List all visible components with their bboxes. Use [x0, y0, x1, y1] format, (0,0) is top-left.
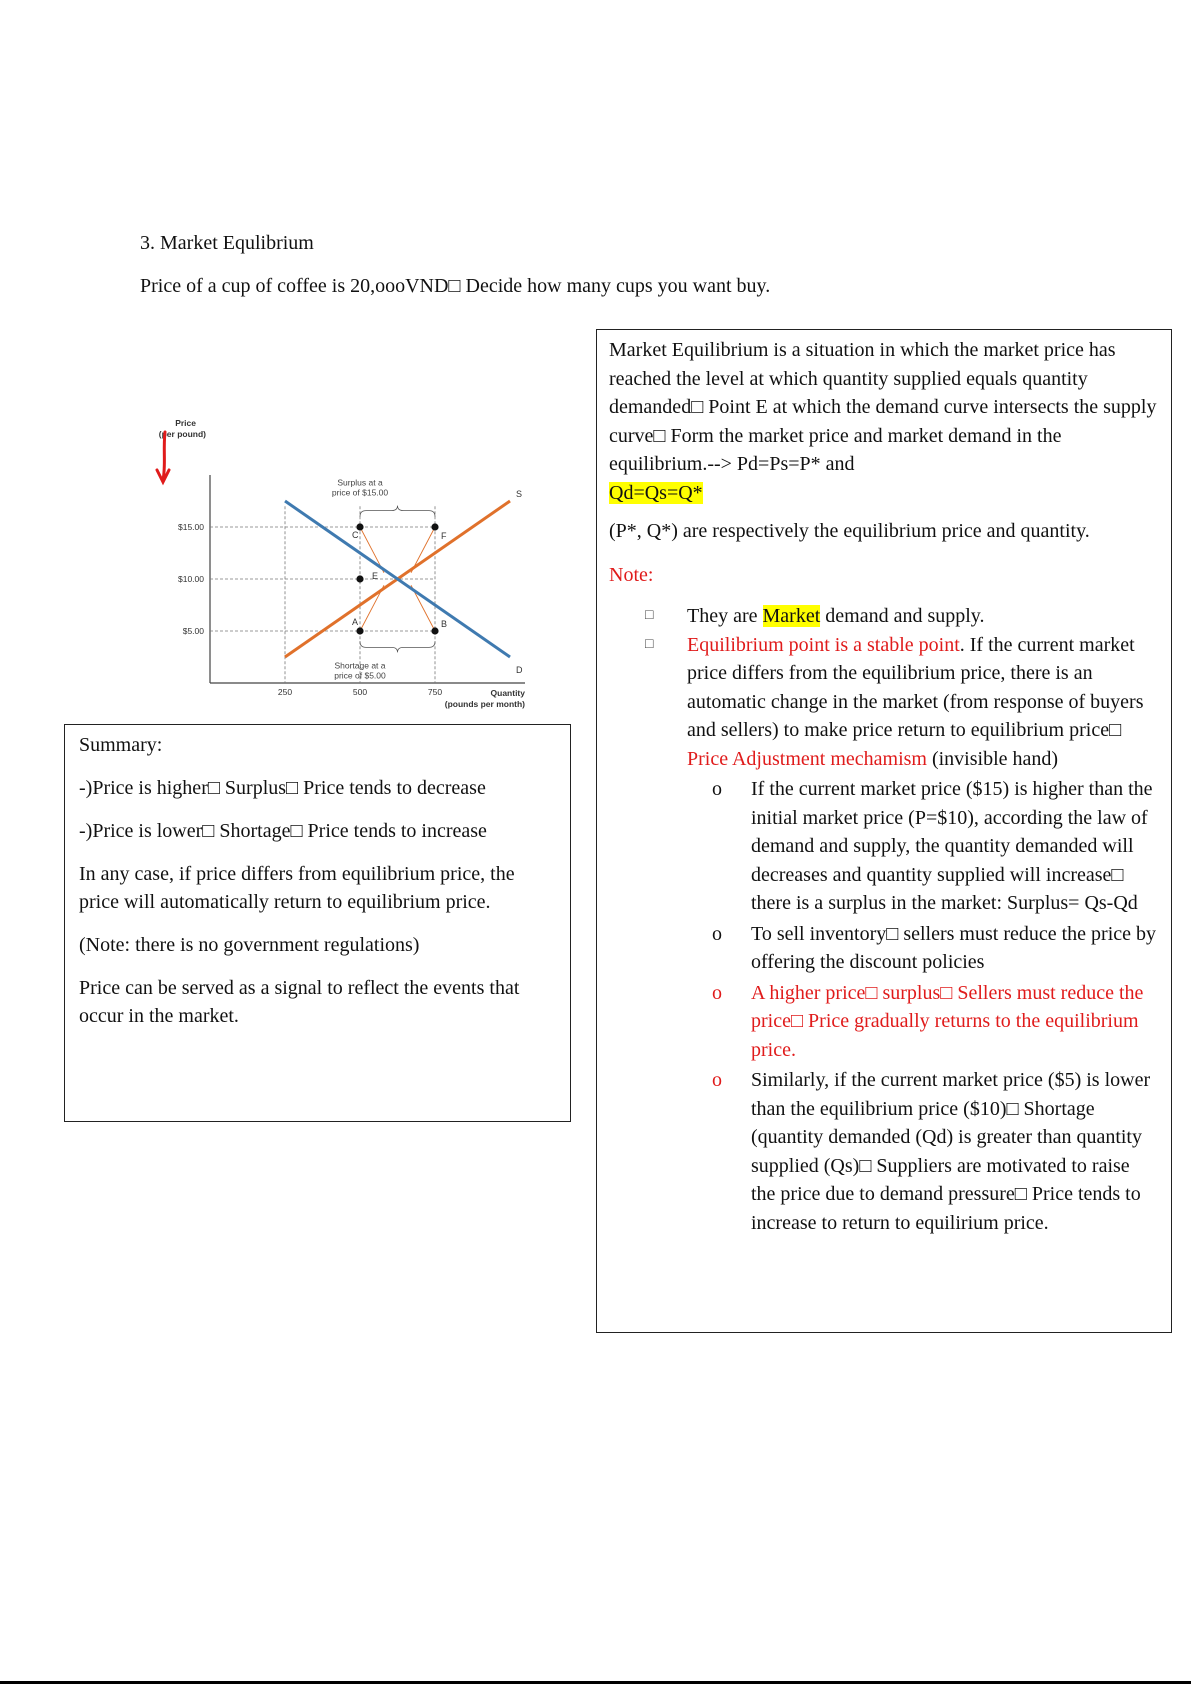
sub-shortage: o Similarly, if the current market price ($5) is lower than the equilibrium price ($10)□ Shortage (quantity demanded (Qd) is greater than quantity supplied (Qs)□ Suppliers are motivated to raise the price due to demand pressure□ Price tends to increase to return to equilirium price. [712, 1069, 1151, 1234]
point-label: F [441, 531, 447, 541]
section-heading: 3. Market Equlibrium [140, 232, 314, 254]
shortage-annotation: price of $5.00 [334, 670, 386, 681]
y-axis-label: (per pound) [158, 429, 206, 439]
handwritten-arrow [157, 432, 169, 482]
note-label: Note: [609, 563, 654, 586]
point-b [431, 627, 438, 634]
bullet-marker: □ [645, 608, 654, 623]
price-adjustment-red: Price Adjustment mechamism [687, 747, 927, 770]
surplus-annotation: price of $15.00 [331, 487, 389, 498]
sub-higher-price: o A higher price□ surplus□ Sellers must reduce the price□ Price gradually returns to the equilibrium price. [712, 981, 1144, 1061]
bullet-marker: □ [645, 636, 654, 652]
page-bottom-line [0, 1681, 1191, 1684]
summary-title: Summary: [79, 734, 163, 756]
market-highlight: Market [762, 605, 821, 627]
x-tick-label: 500 [352, 687, 368, 697]
intro-line: Price of a cup of coffee is 20,oooVND□ Decide how many cups you want buy. [140, 275, 771, 297]
surplus-brace [360, 506, 435, 517]
surplus-annotation: Surplus at a [337, 477, 383, 488]
definition-text: Market Equilibrium is a situation in which the market price has reached the level at which quantity supplied equals quantity demanded□ Point E at which the demand curve intersects the supply curve□ Form the market price and market demand in the equilibrium.--> Pd=Ps=P* and [609, 339, 1157, 475]
point-label: B [441, 619, 448, 629]
pq-definition: (P*, Q*) are respectively the equilibrium price and quantity. [609, 520, 1090, 542]
curve-label: D [516, 665, 523, 675]
bullet-stable-point: □ Equilibrium point is a stable point. If the current market price differs from the equilibrium price, there is an automatic change in the market (from response of buyers and sellers) to make price return to equilibrium price□ Price Adjustment mechamism (invisible hand) [609, 631, 1159, 774]
shortage-brace [360, 641, 435, 652]
point-label: E [372, 571, 379, 581]
x-axis-label: (pounds per month) [444, 699, 525, 709]
y-tick-label: $15.00 [178, 522, 204, 532]
x-tick-label: 250 [277, 687, 293, 697]
bullet-market: □ They are Market demand and supply. [609, 602, 1159, 631]
stable-point-red: Equilibrium point is a stable point [687, 633, 960, 656]
point-f [431, 523, 438, 530]
y-axis-label: Price [175, 418, 196, 428]
curve-label: S [516, 489, 523, 499]
point-a [356, 627, 363, 634]
y-tick-label: $10.00 [178, 574, 204, 584]
point-label: C [352, 530, 359, 540]
summary-box [64, 724, 571, 1122]
equilibrium-formula-highlight: Qd=Qs=Q* [609, 481, 703, 504]
sub-surplus: o If the current market price ($15) is higher than the initial market price (P=$10), according the law of demand and supply, the quantity demanded will decreases and quantity supplied will increase□ there is a surplus in the market: Surplus= Qs-Qd [712, 778, 1153, 914]
summary-line-higher: -)Price is higher□ Surplus□ Price tends to decrease [79, 777, 486, 799]
sub-inventory: o To sell inventory□ sellers must reduce the price by offering the discount policies [712, 922, 1157, 973]
x-axis-label: Quantity [490, 688, 525, 698]
definition-box [596, 329, 1172, 1333]
summary-line-note: (Note: there is no government regulations) [79, 934, 420, 956]
supply-demand-chart [140, 410, 580, 730]
point-e [356, 575, 363, 582]
summary-line-lower: -)Price is lower□ Shortage□ Price tends to increase [79, 820, 487, 842]
x-tick-label: 750 [427, 687, 443, 697]
summary-line-any-case: In any case, if price differs from equilibrium price, the price will automatically return to equilibrium price. [79, 863, 515, 913]
point-label: A [352, 617, 359, 627]
shortage-annotation: Shortage at a [334, 660, 386, 671]
y-tick-label: $5.00 [182, 626, 204, 636]
summary-line-signal: Price can be served as a signal to reflect the events that occur in the market. [79, 977, 520, 1027]
